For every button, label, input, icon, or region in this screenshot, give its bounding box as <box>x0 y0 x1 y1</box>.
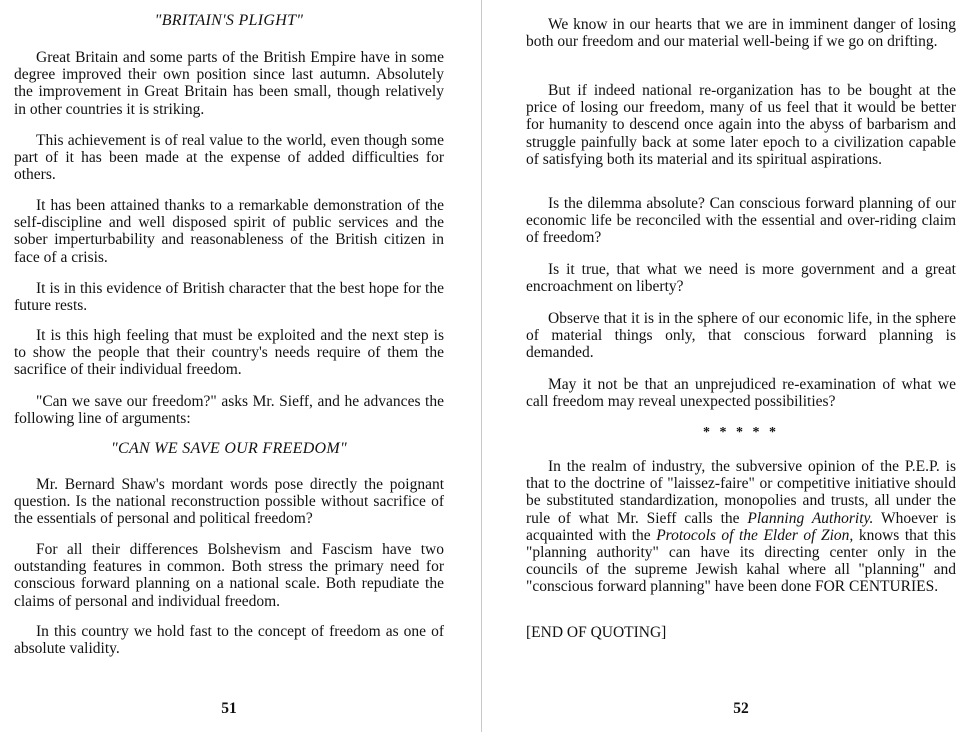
paragraph: We know in our hearts that we are in imminent danger of losing both our freedom and our material well-being if we go on drifting. <box>526 16 956 51</box>
emphasis-planning-authority: Planning Authority. <box>747 509 874 527</box>
paragraph: This achievement is of real value to the world, even though some part of it has been made at the expense of added difficulties for others. <box>14 132 444 184</box>
paragraph: In this country we hold fast to the concept of freedom as one of absolute validity. <box>14 623 444 658</box>
paragraph: For all their differences Bolshevism and Fascism have two outstanding features in common. Both stress the primary need for conscious forward planning on a national scale. Both repudiate the claims of personal and individual freedom. <box>14 541 444 610</box>
section-heading-britains-plight: "BRITAIN'S PLIGHT" <box>154 12 304 29</box>
page-gutter <box>481 0 482 732</box>
paragraph: It is in this evidence of British character that the best hope for the future rests. <box>14 280 444 315</box>
section-heading-can-we-save-our-freedom: "CAN WE SAVE OUR FREEDOM" <box>110 440 348 457</box>
page-number: 52 <box>733 700 749 717</box>
paragraph: Observe that it is in the sphere of our economic life, in the sphere of material things only, that conscious forward planning is demanded. <box>526 310 956 362</box>
paragraph: Is the dilemma absolute? Can conscious forward planning of our economic life be reconciled with the essential and over-riding claim of freedom? <box>526 195 956 247</box>
emphasis-protocols-title: Protocols of the Elder of Zion, <box>656 526 854 544</box>
text-run: In the realm of industry, the subversive opinion of the P.E.P. is that to the doctrine of "laissez-faire" or competitive initiative should be substituted standardization, monopolies and trusts, all under the rule of what Mr. Sieff calls the <box>526 458 956 527</box>
page-number: 51 <box>221 700 237 717</box>
end-of-quoting-note: [END OF QUOTING] <box>526 624 667 641</box>
paragraph: It has been attained thanks to a remarkable demonstration of the self-discipline and well disposed spirit of public services and the sober imperturbability and reasonableness of the British citizen in face of a crisis. <box>14 197 444 266</box>
text-run: Whoever is acquainted with the <box>526 509 957 544</box>
text-run: knows that this "planning authority" can have its directing center only in the councils of the supreme Jewish kahal where all "planning" and "conscious forward planning" have been done FOR CENTURIES. <box>526 526 956 596</box>
paragraph: "Can we save our freedom?" asks Mr. Sieff, and he advances the following line of arguments: <box>14 393 444 428</box>
page-right <box>526 0 956 732</box>
paragraph: Great Britain and some parts of the British Empire have in some degree improved their own position since last autumn. Absolutely the improvement in Great Britain has been small, though relatively in other countries it is striking. <box>14 49 444 118</box>
page-left <box>14 0 444 732</box>
paragraph: It is this high feeling that must be exploited and the next step is to show the people that their country's needs require of them the sacrifice of their individual freedom. <box>14 327 444 379</box>
paragraph: But if indeed national re-organization has to be bought at the price of losing our freedom, many of us feel that it would be better for humanity to descend once again into the abyss of barbarism and struggle painfully back at some later epoch to a civilization capable of satisfying both its material and its spiritual aspirations. <box>526 82 956 168</box>
paragraph: Is it true, that what we need is more government and a great encroachment on liberty? <box>526 261 956 296</box>
paragraph: Mr. Bernard Shaw's mordant words pose directly the poignant question. Is the national reconstruction possible without sacrifice of the essentials of personal and political freedom? <box>14 476 444 528</box>
paragraph-protocols <box>526 458 956 596</box>
paragraph: May it not be that an unprejudiced re-examination of what we call freedom may reveal unexpected possibilities? <box>526 376 956 411</box>
section-divider-stars: * * * * * <box>703 425 779 440</box>
